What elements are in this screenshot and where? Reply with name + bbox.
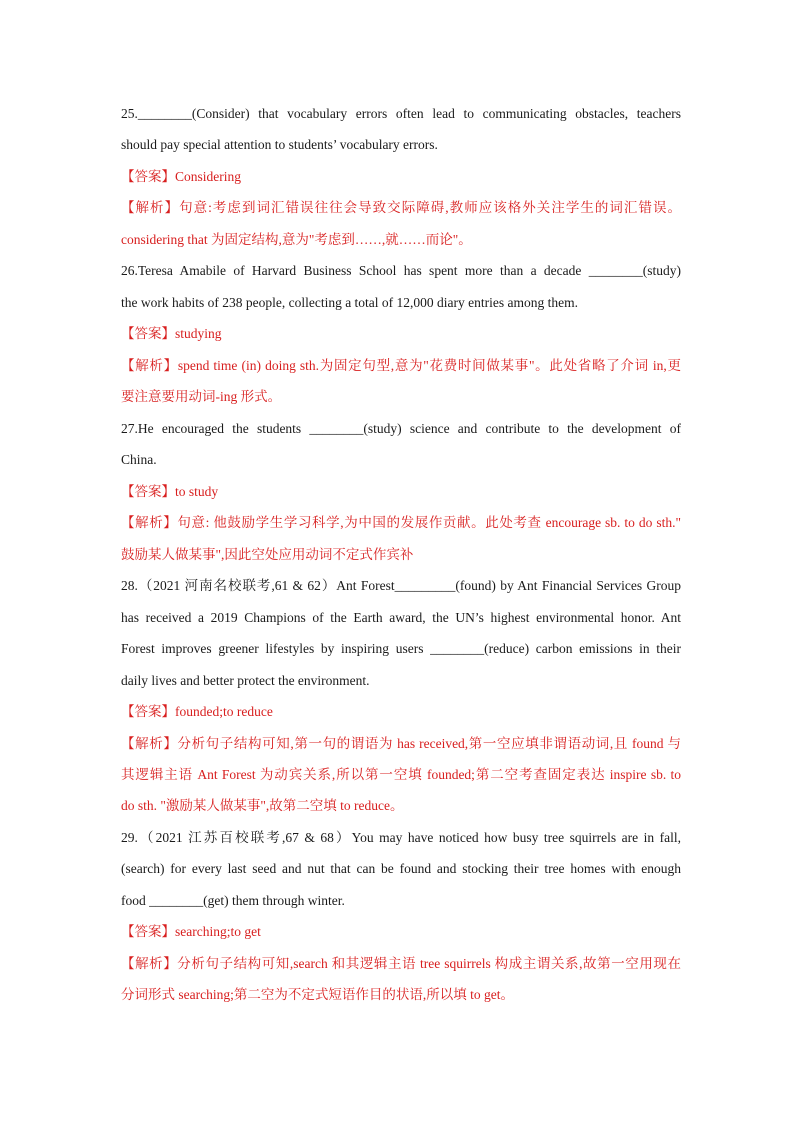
q28-line-3: Forest improves greener lifestyles by inspiring users ________(reduce) carbon emissions in their: [121, 641, 681, 656]
q26-analysis-text-1: spend time (in) doing sth.为固定句型,意为"花费时间做某事"。此处省略了介词 in,更: [177, 358, 682, 373]
q27-line-1: 27.He encouraged the students ________(study) science and contribute to the development of: [121, 421, 681, 436]
answer-tag: 【答案】: [121, 169, 175, 184]
q26-answer-text: studying: [175, 326, 222, 341]
q25-analysis-text-1: 句意:考虑到词汇错误往往会导致交际障碍,教师应该格外关注学生的词汇错误。: [179, 200, 682, 215]
q28-analysis-2: 其逻辑主语 Ant Forest 为动宾关系,所以第一空填 founded;第二空考查固定表达 inspire sb. to: [121, 767, 681, 782]
q26-analysis-1: [121, 357, 681, 375]
q25-line-2: should pay special attention to students’ vocabulary errors.: [121, 137, 438, 152]
q29-line-2: (search) for every last seed and nut that can be found and stocking their tree homes with enough: [121, 861, 681, 876]
q26-line-1: 26.Teresa Amabile of Harvard Business School has spent more than a decade ________(study): [121, 263, 681, 278]
q29-line-1: 29.（2021 江苏百校联考,67 & 68）You may have noticed how busy tree squirrels are in fall,: [121, 830, 681, 845]
q28-answer: [121, 703, 681, 721]
q28-line-4: daily lives and better protect the environment.: [121, 673, 370, 688]
analysis-tag: 【解析】: [121, 358, 178, 373]
q28-analysis-text-1: 分析句子结构可知,第一句的谓语为 has received,第一空应填非谓语动词,且 found 与: [177, 736, 681, 751]
q29-analysis-2: 分词形式 searching;第二空为不定式短语作目的状语,所以填 to get。: [121, 987, 514, 1002]
q27-analysis-1: [121, 514, 681, 532]
analysis-tag: 【解析】: [121, 736, 178, 751]
q27-analysis-text-1: 句意: 他鼓励学生学习科学,为中国的发展作贡献。此处考查 encourage sb. to do sth.": [177, 515, 682, 530]
q29-answer-text: searching;to get: [175, 924, 261, 939]
answer-tag: 【答案】: [121, 704, 175, 719]
q29-line-3: food ________(get) them through winter.: [121, 893, 345, 908]
analysis-tag: 【解析】: [121, 200, 180, 215]
q28-line-1: 28.（2021 河南名校联考,61 & 62）Ant Forest_________(found) by Ant Financial Services Group: [121, 578, 681, 593]
q28-analysis-3: do sth. "激励某人做某事",故第二空填 to reduce。: [121, 798, 404, 813]
q29-answer: [121, 923, 681, 941]
answer-tag: 【答案】: [121, 326, 175, 341]
q29-analysis-1: [121, 955, 681, 973]
q26-analysis-2: 要注意要用动词-ing 形式。: [121, 389, 282, 404]
analysis-tag: 【解析】: [121, 515, 178, 530]
answer-tag: 【答案】: [121, 484, 175, 499]
q25-analysis-2: considering that 为固定结构,意为"考虑到……,就……而论"。: [121, 232, 472, 247]
q28-analysis-1: [121, 735, 681, 753]
q26-answer: [121, 325, 681, 343]
q25-analysis-1: [121, 199, 681, 217]
q25-line-1: 25.________(Consider) that vocabulary errors often lead to communicating obstacles, teachers: [121, 106, 681, 121]
q27-line-2: China.: [121, 452, 157, 467]
q25-answer-text: Considering: [175, 169, 241, 184]
q29-analysis-text-1: 分析句子结构可知,search 和其逻辑主语 tree squirrels 构成主谓关系,故第一空用现在: [177, 956, 681, 971]
q27-answer-text: to study: [175, 484, 219, 499]
answer-tag: 【答案】: [121, 924, 175, 939]
analysis-tag: 【解析】: [121, 956, 178, 971]
q27-answer: [121, 483, 681, 501]
q28-answer-text: founded;to reduce: [175, 704, 273, 719]
q28-line-2: has received a 2019 Champions of the Earth award, the UN’s highest environmental honor. Ant: [121, 610, 681, 625]
q26-line-2: the work habits of 238 people, collecting a total of 12,000 diary entries among them.: [121, 295, 579, 310]
q27-analysis-2: 鼓励某人做某事",因此空处应用动词不定式作宾补: [121, 547, 414, 562]
q25-answer: [121, 168, 681, 186]
